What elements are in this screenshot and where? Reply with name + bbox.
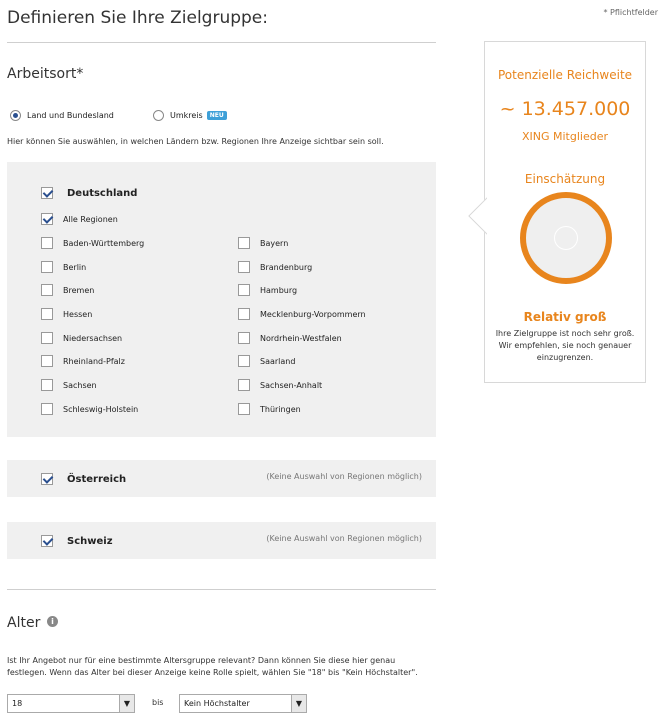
country-austria[interactable] bbox=[41, 473, 126, 485]
radio-unselected-icon[interactable] bbox=[153, 110, 164, 121]
reach-panel bbox=[484, 41, 646, 383]
region-label: Mecklenburg-Vorpommern bbox=[260, 309, 366, 319]
reach-panel-pointer bbox=[465, 196, 487, 236]
age-separator: bis bbox=[152, 698, 164, 707]
region-label: Hamburg bbox=[260, 285, 298, 295]
region-label: Brandenburg bbox=[260, 262, 313, 272]
region-item[interactable] bbox=[238, 237, 288, 249]
region-all-label: Alle Regionen bbox=[63, 214, 118, 224]
region-all[interactable] bbox=[41, 213, 118, 225]
austria-box bbox=[7, 460, 436, 497]
region-label: Berlin bbox=[63, 262, 87, 272]
estimate-gauge-icon bbox=[520, 192, 612, 284]
germany-region-box bbox=[7, 162, 436, 437]
checkbox-icon[interactable] bbox=[238, 332, 250, 344]
checkbox-checked-icon[interactable] bbox=[41, 473, 53, 485]
region-item[interactable] bbox=[41, 261, 86, 273]
max-age-select[interactable] bbox=[179, 694, 307, 713]
region-item[interactable] bbox=[238, 284, 297, 296]
required-fields-note: * Pflichtfelder bbox=[603, 8, 658, 17]
divider bbox=[7, 42, 436, 43]
estimate-desc-line2: Wir empfehlen, sie noch genauer bbox=[498, 341, 632, 350]
checkbox-icon[interactable] bbox=[238, 284, 250, 296]
country-germany-label: Deutschland bbox=[67, 187, 138, 199]
region-label: Schleswig-Holstein bbox=[63, 404, 139, 414]
region-label: Saarland bbox=[260, 356, 296, 366]
reach-number: ~ 13.457.000 bbox=[499, 98, 631, 120]
checkbox-icon[interactable] bbox=[238, 261, 250, 273]
region-item[interactable] bbox=[238, 261, 312, 273]
radio-selected-icon[interactable] bbox=[10, 110, 21, 121]
new-badge: NEU bbox=[207, 111, 227, 120]
checkbox-icon[interactable] bbox=[41, 308, 53, 320]
region-label: Nordrhein-Westfalen bbox=[260, 333, 342, 343]
region-item[interactable] bbox=[238, 403, 301, 415]
country-austria-label: Österreich bbox=[67, 473, 127, 485]
region-label: Sachsen bbox=[63, 380, 97, 390]
gauge-center-icon bbox=[554, 226, 578, 250]
alter-hint-line2: festlegen. Wenn das Alter bei dieser Anzeige keine Rolle spielt, wählen Sie "18" bis "Kein Höchstalter". bbox=[7, 668, 418, 677]
no-regions-note: (Keine Auswahl von Regionen möglich) bbox=[266, 534, 422, 543]
dropdown-arrow-icon[interactable]: ▼ bbox=[291, 695, 306, 712]
page-title: Definieren Sie Ihre Zielgruppe: bbox=[7, 8, 268, 28]
checkbox-checked-icon[interactable] bbox=[41, 213, 53, 225]
no-regions-note: (Keine Auswahl von Regionen möglich) bbox=[266, 472, 422, 481]
region-label: Sachsen-Anhalt bbox=[260, 380, 323, 390]
region-label: Baden-Württemberg bbox=[63, 238, 145, 248]
region-item[interactable] bbox=[41, 332, 122, 344]
checkbox-icon[interactable] bbox=[238, 355, 250, 367]
checkbox-icon[interactable] bbox=[41, 261, 53, 273]
region-item[interactable] bbox=[41, 284, 94, 296]
region-label: Thüringen bbox=[260, 404, 301, 414]
region-item[interactable] bbox=[41, 379, 97, 391]
min-age-value: 18 bbox=[12, 699, 23, 708]
arbeitsort-title: Arbeitsort* bbox=[7, 66, 84, 82]
region-label: Hessen bbox=[63, 309, 93, 319]
switzerland-box bbox=[7, 522, 436, 559]
estimate-desc-line1: Ihre Zielgruppe ist noch sehr groß. bbox=[495, 329, 635, 338]
reach-members-label: XING Mitglieder bbox=[521, 130, 609, 143]
region-item[interactable] bbox=[238, 332, 342, 344]
checkbox-icon[interactable] bbox=[41, 237, 53, 249]
max-age-value: Kein Höchstalter bbox=[184, 699, 250, 708]
region-item[interactable] bbox=[41, 237, 144, 249]
estimate-desc-line3: einzugrenzen. bbox=[536, 353, 594, 362]
checkbox-icon[interactable] bbox=[238, 403, 250, 415]
arbeitsort-hint: Hier können Sie auswählen, in welchen Ländern bzw. Regionen Ihre Anzeige sichtbar sein soll. bbox=[7, 137, 384, 146]
checkbox-icon[interactable] bbox=[41, 284, 53, 296]
region-item[interactable] bbox=[238, 308, 366, 320]
country-switzerland[interactable] bbox=[41, 535, 113, 547]
checkbox-icon[interactable] bbox=[41, 355, 53, 367]
checkbox-icon[interactable] bbox=[41, 379, 53, 391]
country-switzerland-label: Schweiz bbox=[67, 535, 113, 547]
estimate-result: Relativ groß bbox=[523, 310, 607, 324]
region-label: Niedersachsen bbox=[63, 333, 123, 343]
region-item[interactable] bbox=[41, 403, 138, 415]
region-label: Rheinland-Pfalz bbox=[63, 356, 125, 366]
country-germany[interactable] bbox=[41, 187, 137, 199]
radio-umkreis[interactable] bbox=[153, 110, 227, 121]
reach-heading: Potenzielle Reichweite bbox=[497, 68, 633, 82]
checkbox-checked-icon[interactable] bbox=[41, 535, 53, 547]
info-icon[interactable]: i bbox=[47, 616, 58, 627]
alter-hint-line1: Ist Ihr Angebot nur für eine bestimmte Altersgruppe relevant? Dann können Sie diese hier genau bbox=[7, 656, 396, 665]
dropdown-arrow-icon[interactable]: ▼ bbox=[119, 695, 134, 712]
checkbox-icon[interactable] bbox=[238, 237, 250, 249]
region-label: Bremen bbox=[63, 285, 95, 295]
region-item[interactable] bbox=[41, 308, 92, 320]
region-item[interactable] bbox=[238, 379, 322, 391]
radio-land-bundesland[interactable] bbox=[10, 110, 114, 121]
checkbox-icon[interactable] bbox=[238, 379, 250, 391]
checkbox-checked-icon[interactable] bbox=[41, 187, 53, 199]
region-item[interactable] bbox=[238, 355, 295, 367]
checkbox-icon[interactable] bbox=[41, 403, 53, 415]
estimate-heading: Einschätzung bbox=[524, 172, 606, 186]
checkbox-icon[interactable] bbox=[41, 332, 53, 344]
region-label: Bayern bbox=[260, 238, 289, 248]
min-age-select[interactable] bbox=[7, 694, 135, 713]
radio-umkreis-label: Umkreis bbox=[170, 111, 203, 120]
region-item[interactable] bbox=[41, 355, 125, 367]
divider bbox=[7, 589, 436, 590]
alter-title: Alter bbox=[7, 615, 41, 631]
radio-land-label: Land und Bundesland bbox=[27, 111, 114, 120]
checkbox-icon[interactable] bbox=[238, 308, 250, 320]
